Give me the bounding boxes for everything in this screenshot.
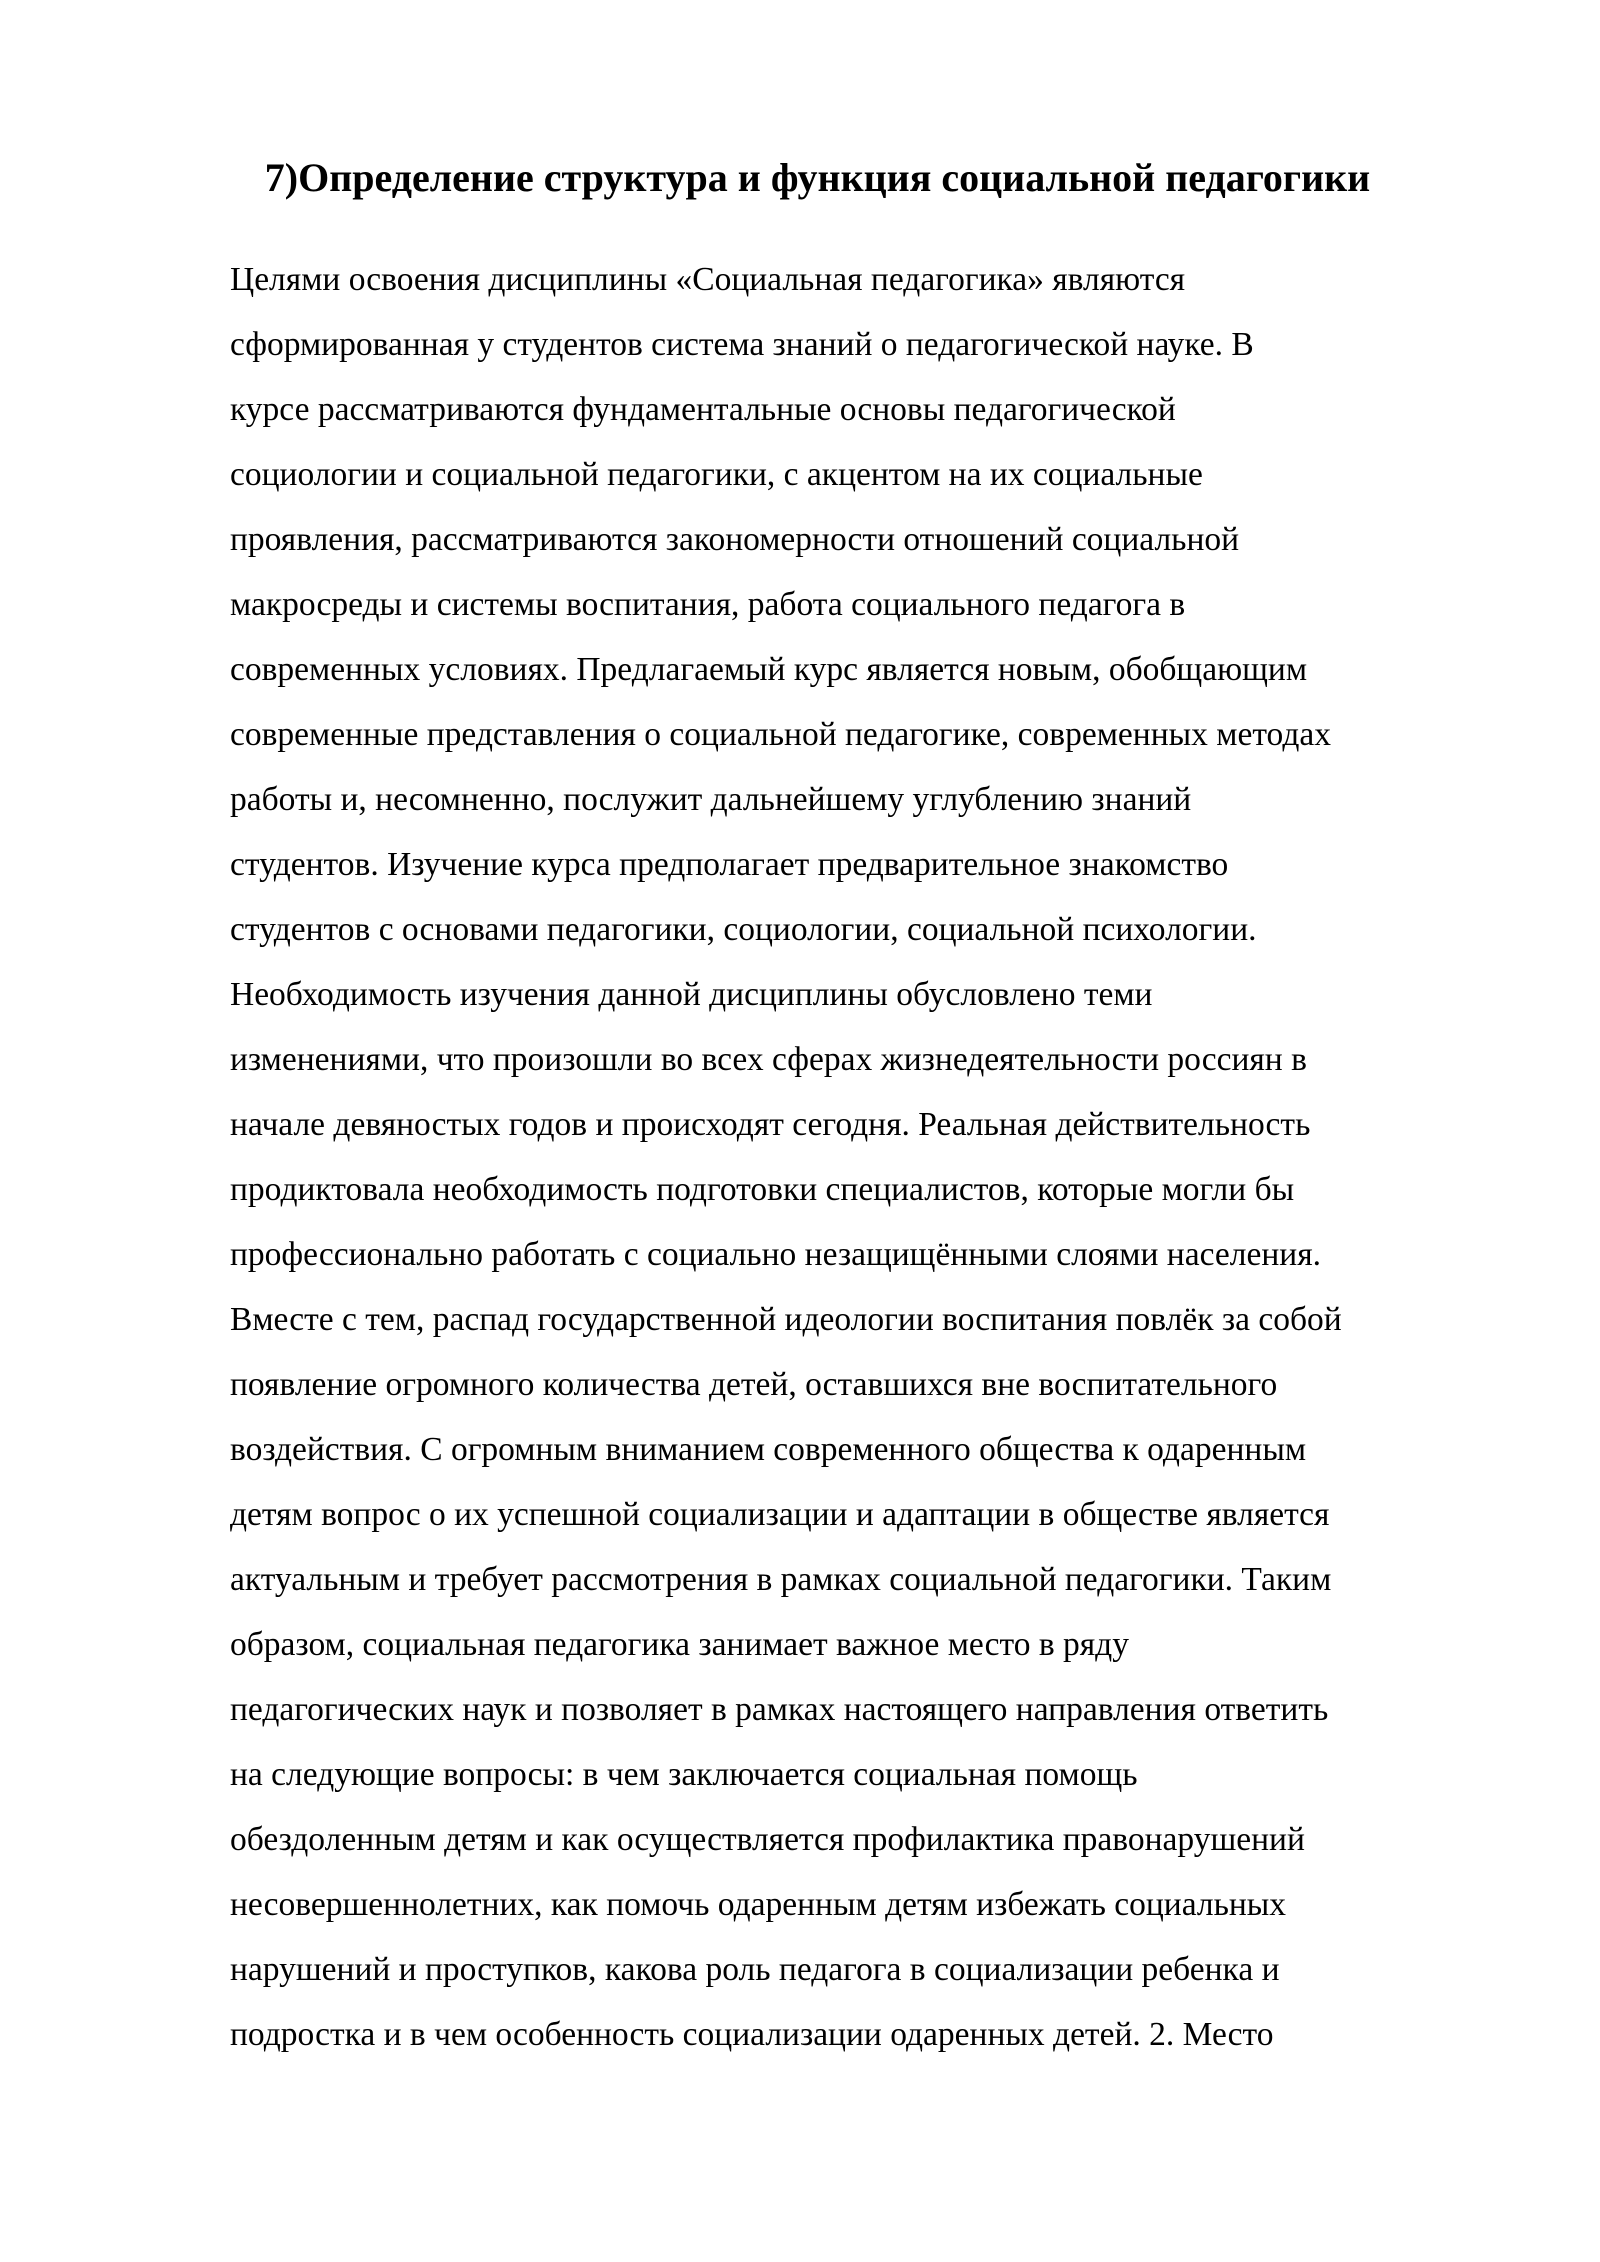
- body-line: работы и, несомненно, послужит дальнейшему углублению знаний: [230, 781, 1192, 818]
- document-body: [230, 247, 1530, 2067]
- body-line: продиктовала необходимость подготовки специалистов, которые могли бы: [230, 1171, 1295, 1208]
- body-line: детям вопрос о их успешной социализации и адаптации в обществе является: [230, 1496, 1330, 1533]
- body-line: социологии и социальной педагогики, с акцентом на их социальные: [230, 456, 1203, 493]
- body-line: современных условиях. Предлагаемый курс является новым, обобщающим: [230, 651, 1308, 688]
- document-title: 7)Определение структура и функция социальной педагогики: [264, 155, 1371, 200]
- body-line: сформированная у студентов система знаний о педагогической науке. В: [230, 326, 1254, 363]
- body-line: обездоленным детям и как осуществляется профилактика правонарушений: [230, 1821, 1305, 1858]
- body-line: подростка и в чем особенность социализации одаренных детей. 2. Место: [230, 2016, 1274, 2053]
- body-line: студентов. Изучение курса предполагает предварительное знакомство: [230, 846, 1229, 883]
- body-line: современные представления о социальной педагогике, современных методах: [230, 716, 1331, 753]
- body-line: проявления, рассматриваются закономерности отношений социальной: [230, 521, 1240, 558]
- body-line: на следующие вопросы: в чем заключается социальная помощь: [230, 1756, 1138, 1793]
- body-line: Вместе с тем, распад государственной идеологии воспитания повлёк за собой: [230, 1301, 1342, 1338]
- body-line: Необходимость изучения данной дисциплины обусловлено теми: [230, 976, 1153, 1013]
- body-line: нарушений и проступков, какова роль педагога в социализации ребенка и: [230, 1951, 1280, 1988]
- body-line: педагогических наук и позволяет в рамках настоящего направления ответить: [230, 1691, 1329, 1728]
- body-line: несовершеннолетних, как помочь одаренным детям избежать социальных: [230, 1886, 1287, 1923]
- body-line: воздействия. С огромным вниманием современного общества к одаренным: [230, 1431, 1307, 1468]
- body-line: студентов с основами педагогики, социологии, социальной психологии.: [230, 911, 1257, 948]
- body-line: курсе рассматриваются фундаментальные основы педагогической: [230, 391, 1176, 428]
- body-line: актуальным и требует рассмотрения в рамках социальной педагогики. Таким: [230, 1561, 1332, 1598]
- body-line: образом, социальная педагогика занимает важное место в ряду: [230, 1626, 1129, 1663]
- body-line: появление огромного количества детей, оставшихся вне воспитательного: [230, 1366, 1278, 1403]
- body-line: макросреды и системы воспитания, работа социального педагога в: [230, 586, 1186, 623]
- body-line: Целями освоения дисциплины «Социальная педагогика» являются: [230, 261, 1186, 298]
- body-line: профессионально работать с социально незащищёнными слоями населения.: [230, 1236, 1321, 1273]
- body-line: изменениями, что произошли во всех сферах жизнедеятельности россиян в: [230, 1041, 1307, 1078]
- body-line: начале девяностых годов и происходят сегодня. Реальная действительность: [230, 1106, 1311, 1143]
